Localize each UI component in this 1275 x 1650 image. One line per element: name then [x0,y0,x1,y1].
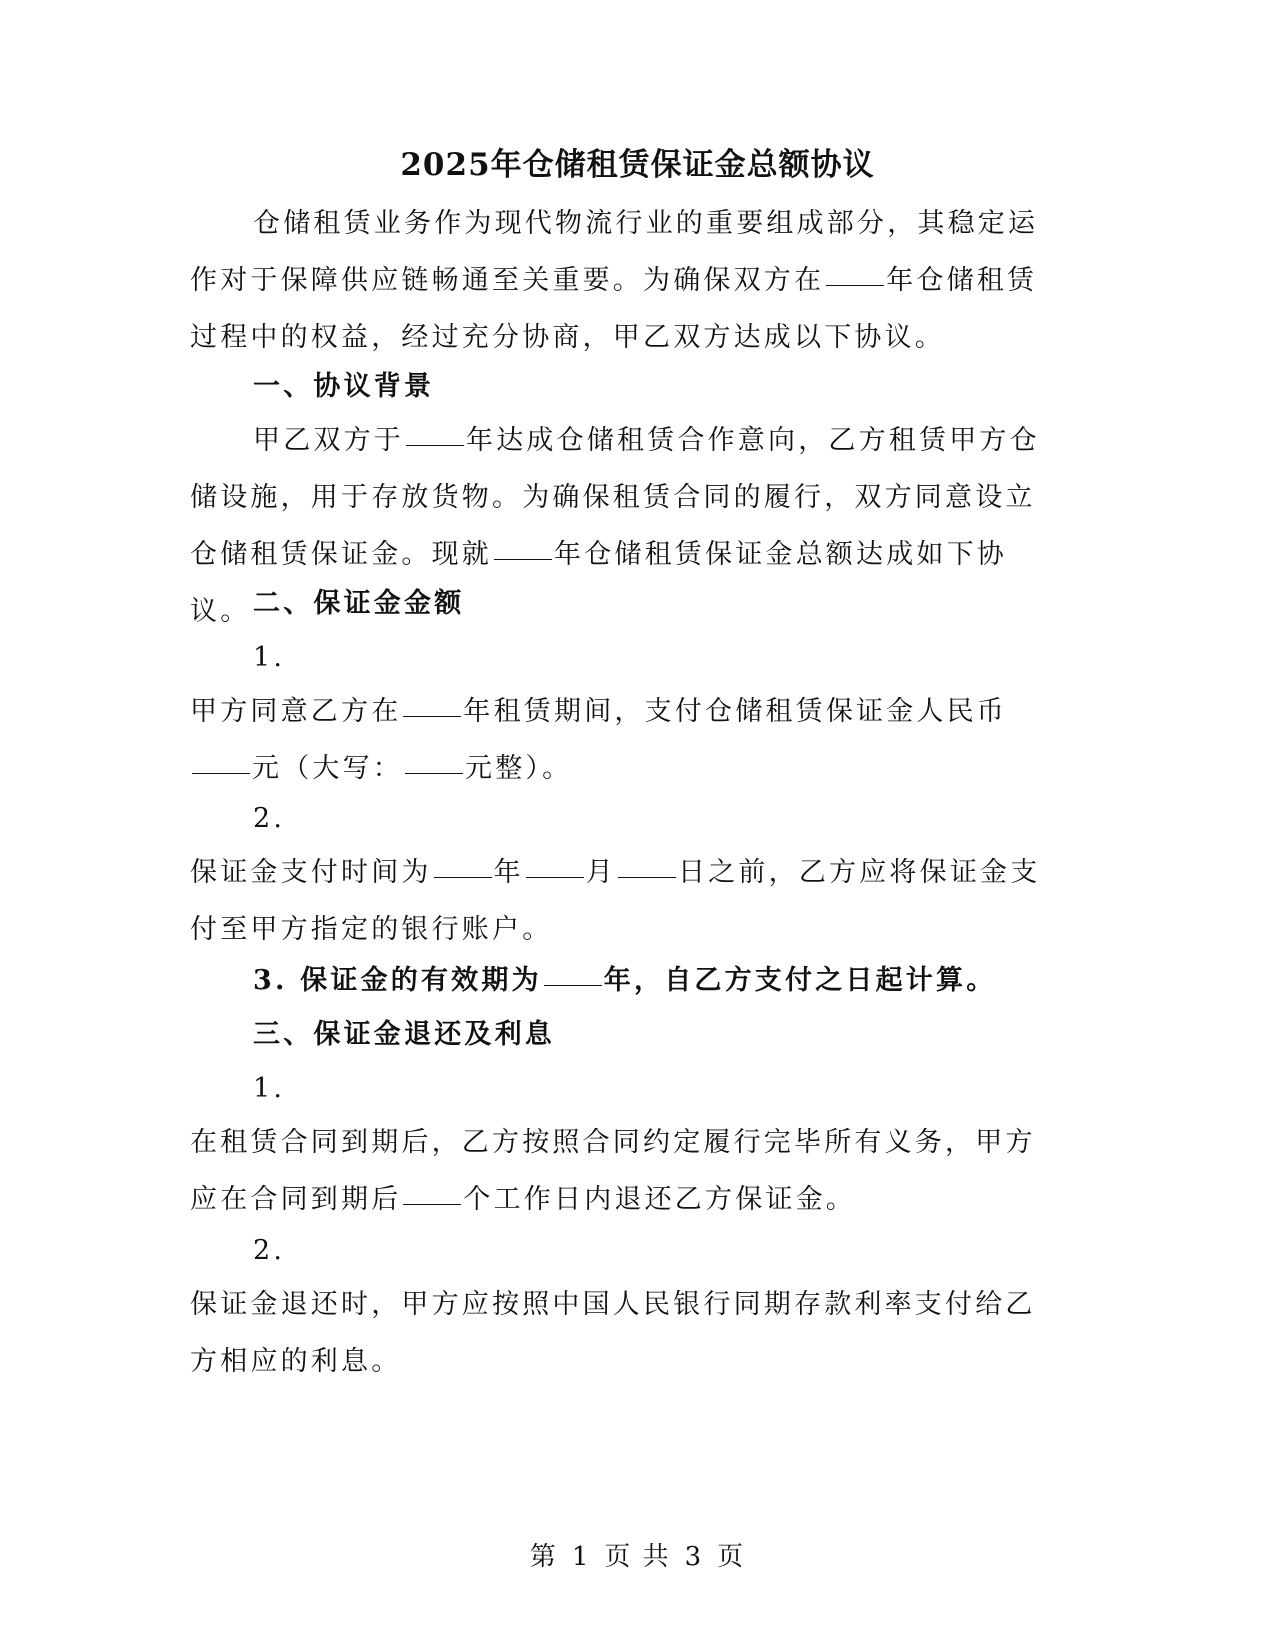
blank-line [494,558,552,560]
blank-line [434,876,492,878]
s3-item1-b: 个工作日内退还乙方保证金。 [463,1184,857,1215]
footer-suffix: 页 [717,1542,746,1572]
s2-item1-b: 年租赁期间，支付仓储租赁保证金人民币 [463,696,1008,727]
section2-item1-number: 1. [253,642,286,673]
s2-item3-a: 3. 保证金的有效期为 [253,965,542,996]
section1-heading: 一、协议背景 [253,371,435,402]
footer-page-number: 1 [571,1542,591,1572]
s3-item1-a: 在租赁合同到期后，乙方按照合同约定履行完毕所有义务，甲方应在合同到期后 [190,1127,1036,1215]
footer-middle: 页 共 [604,1542,671,1572]
blank-line [618,876,676,878]
blank-line [526,876,584,878]
intro-text-a: 仓储租赁业务作为现代物流行业的重要组成部分，其稳定运作对于保障供应链畅通至关重要。为确保双方在 [190,208,1039,296]
s2-item1-d: 元整）。 [465,753,573,784]
section3-item2-number: 2. [253,1235,286,1266]
section2-heading: 二、保证金金额 [253,588,465,619]
footer-total-pages: 3 [684,1542,704,1572]
section3-item1-number: 1. [253,1073,286,1104]
section1-text-a: 甲乙双方于 [253,425,404,456]
blank-line [192,772,250,774]
section2-item3 [190,952,1065,1009]
section3-item1-text [190,1114,1065,1228]
blank-line [406,444,464,446]
blank-line [403,715,461,717]
page-title: 2025年仓储租赁保证金总额协议 [400,147,875,183]
blank-line [403,1203,461,1205]
blank-line [405,772,463,774]
s2-item1-a: 甲方同意乙方在 [190,696,402,727]
section2-item2-text [190,844,1065,958]
section1-text-b: 年达成仓储租赁合作意向，乙方租赁甲方仓储设施，用于存放货物。为确保租赁合同的履行，双方同意设立仓储租赁保证金。现就 [190,425,1040,570]
section3-item2-text: 保证金退还时，甲方应按照中国人民银行同期存款利率支付给乙方相应的利息。 [190,1289,1036,1377]
page-footer [0,1536,1275,1573]
section1-text-c: 年仓储租赁保证金总额达成如下协议。 [190,539,1007,627]
s2-item1-c: 元（大写： [252,753,403,784]
s2-item2-c: 月 [585,857,617,888]
s2-item2-b: 年 [493,857,524,888]
s2-item3-b: 年，自乙方支付之日起计算。 [603,965,997,996]
intro-paragraph [190,195,1065,366]
s2-item2-a: 保证金支付时间为 [190,857,432,888]
footer-prefix: 第 [529,1542,558,1572]
section3-heading: 三、保证金退还及利息 [253,1019,555,1050]
blank-line [544,984,602,986]
section2-item1-text [190,683,1065,797]
section2-item2-number: 2. [253,803,286,834]
s2-item2-d: 日之前，乙方应将保证金支付至甲方指定的银行账户。 [190,857,1041,945]
intro-text-b: 年仓储租赁过程中的权益，经过充分协商，甲乙双方达成以下协议。 [190,265,1038,353]
blank-line [826,284,884,286]
